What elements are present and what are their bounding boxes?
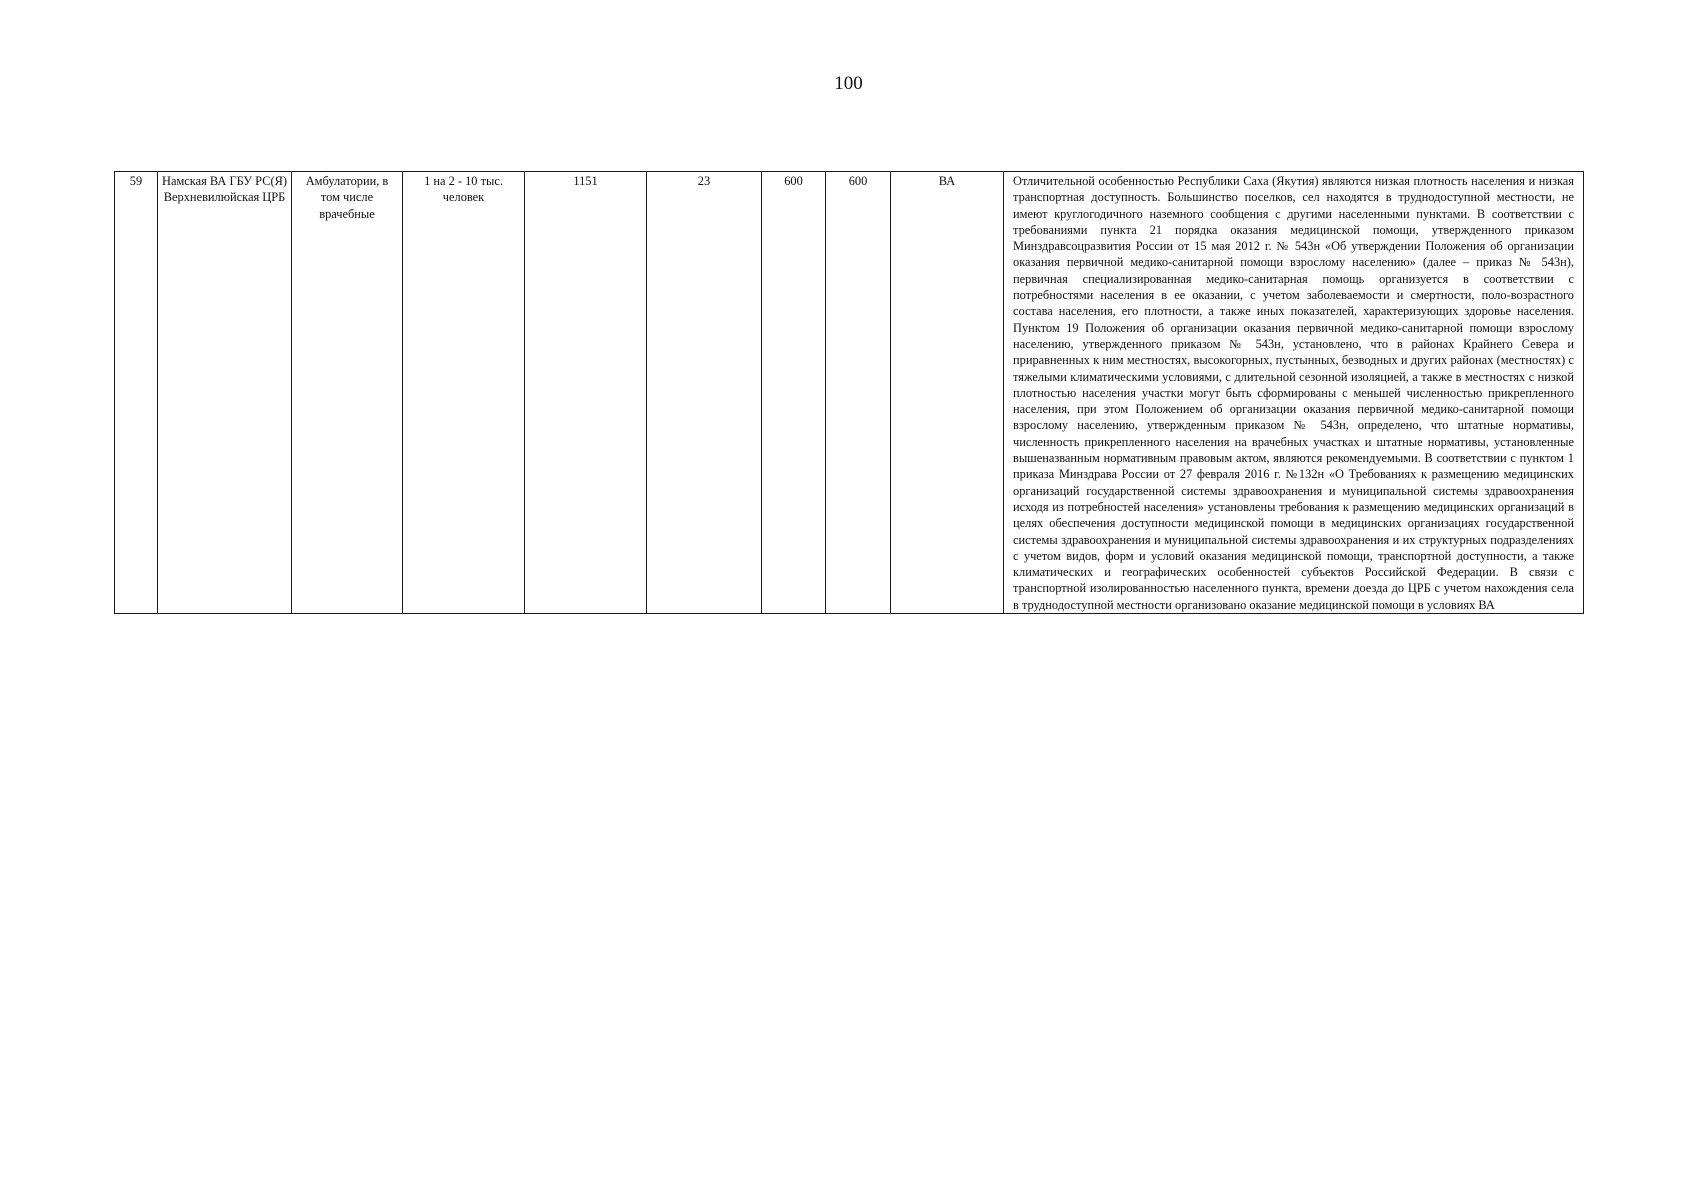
norm-cell: 1 на 2 - 10 тыс. человек <box>403 172 525 614</box>
value-2-cell: 600 <box>826 172 891 614</box>
facility-table <box>114 171 1584 614</box>
organization-name-cell: Намская ВА ГБУ РС(Я) Верхневилюйская ЦРБ <box>158 172 292 614</box>
facility-type-cell: Амбулатории, в том числе врачебные <box>292 172 403 614</box>
row-index-cell: 59 <box>115 172 158 614</box>
distance-cell: 23 <box>647 172 762 614</box>
population-cell: 1151 <box>525 172 647 614</box>
code-cell: ВА <box>891 172 1004 614</box>
justification-note-cell: Отличительной особенностью Республики Саха (Якутия) являются низкая плотность населения и низкая транспортная доступность. Большинство поселков, сел находятся в труднодоступной местности, не имеют круглогодичного наземного сообщения с другими населенными пунктами. В соответствии с требованиями пункта 21 порядка оказания медицинской помощи, утвержденного приказом Минздравсоцразвития России от 15 мая 2012 г. № 543н «Об утверждении Положения об организации оказания первичной медико-санитарной помощи взрослому населению» (далее – приказ № 543н), первичная специализированная медико-санитарная помощь организуется в соответствии с потребностями населения в ее оказании, с учетом заболеваемости и смертности, поло-возрастного состава населения, его плотности, а также иных показателей, характеризующих здоровье населения. Пунктом 19 Положения об организации оказания первичной медико-санитарной помощи взрослому населению, утвержденного приказом № 543н, установлено, что в районах Крайнего Севера и приравненных к ним местностях, высокогорных, пустынных, безводных и других районах (местностях) с тяжелыми климатическими условиями, с длительной сезонной изоляцией, а также в местностях с низкой плотностью населения участки могут быть сформированы с меньшей численностью прикрепленного населения, при этом Положением об организации оказания первичной медико-санитарной помощи взрослому населению, утвержденным приказом № 543н, определено, что штатные нормативы, численность прикрепленного населения на врачебных участках и штатные нормативы, установленные вышеназванным нормативным правовым актом, являются рекомендуемыми. В соответствии с пунктом 1 приказа Минздрава России от 27 февраля 2016 г. №132н «О Требованиях к размещению медицинских организаций государственной системы здравоохранения и муниципальной системы здравоохранения исходя из потребностей населения» установлены требования к размещению медицинских организаций в целях обеспечения доступности медицинской помощи в медицинских организациях государственной системы здравоохранения и муниципальной системы здравоохранения и их структурных подразделениях с учетом видов, форм и условий оказания медицинской помощи, транспортной доступности, а также климатических и географических особенностей субъектов Российской Федерации. В связи с транспортной изолированностью населенного пункта, времени доезда до ЦРБ с учетом нахождения села в труднодоступной местности организовано оказание медицинской помощи в условиях ВА <box>1004 172 1584 614</box>
page-number: 100 <box>834 73 863 94</box>
value-1-cell: 600 <box>762 172 826 614</box>
table-row <box>115 172 1584 614</box>
